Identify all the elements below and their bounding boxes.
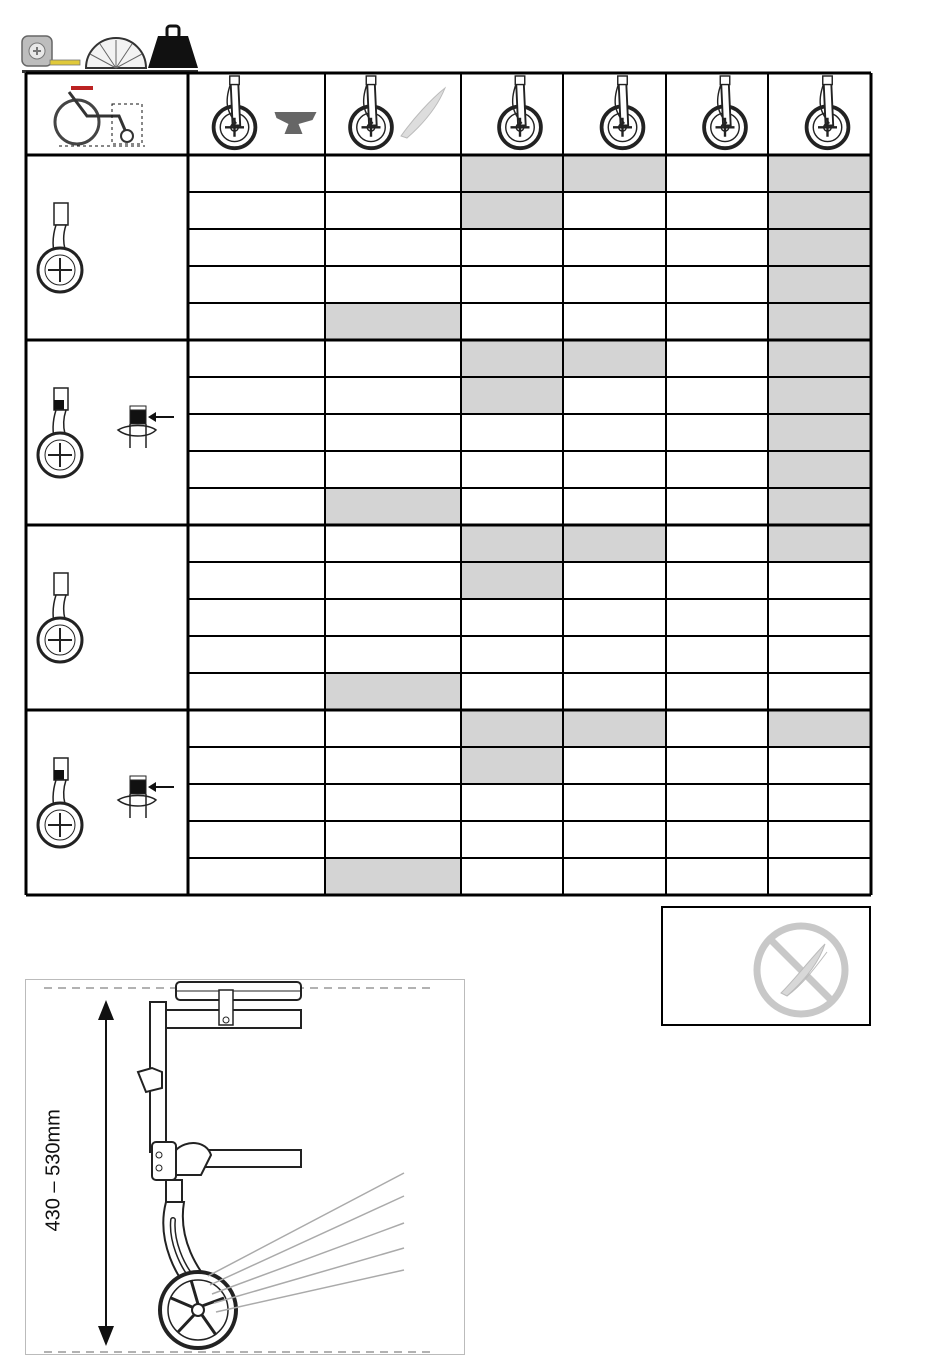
shaded-cell [769,230,870,265]
castor-fork-spacer-icon [38,388,174,477]
shaded-cell [769,378,870,413]
shaded-cell [769,415,870,450]
shaded-cell [769,526,870,561]
shaded-cell [462,341,562,376]
shaded-cell [564,526,665,561]
shaded-cell [462,193,562,228]
castor-fork-icon [499,76,541,148]
shaded-cell [769,489,870,524]
seat-height-dimension-label: 430 – 530mm [42,1109,65,1232]
shaded-cell [462,563,562,598]
castor-fork-icon [38,573,82,662]
castor-fork-icon [807,76,849,148]
castor-fork-side-view-figure [25,979,465,1355]
shaded-cell [326,859,460,894]
shaded-cell [769,267,870,302]
shaded-cell [769,193,870,228]
shaded-cell [326,489,460,524]
castor-fork-icon [38,203,82,292]
wheelchair-seat-height-icon [55,88,145,146]
shaded-cell [462,748,562,783]
shaded-cell [326,304,460,339]
castor-fork-anvil-icon [214,76,317,148]
castor-fork-icon [602,76,644,148]
legend-box [661,906,871,1026]
shaded-cell [769,341,870,376]
table-grid-lines [26,73,871,895]
shaded-cell [564,156,665,191]
shaded-cell [462,526,562,561]
shaded-cell [769,156,870,191]
castor-fork-side-view-icon [26,980,465,1355]
shaded-cell [769,452,870,487]
shaded-cell [326,674,460,709]
castor-fork-spacer-icon [38,758,174,847]
castor-fork-icon [704,76,746,148]
shaded-cell [462,156,562,191]
shaded-cell [462,378,562,413]
shaded-cell [564,341,665,376]
shaded-cell [564,711,665,746]
shaded-cell [769,304,870,339]
shaded-cell [769,711,870,746]
castor-fork-feather-icon [350,76,445,148]
shaded-cell [462,711,562,746]
no-feather-icon [751,918,851,1018]
